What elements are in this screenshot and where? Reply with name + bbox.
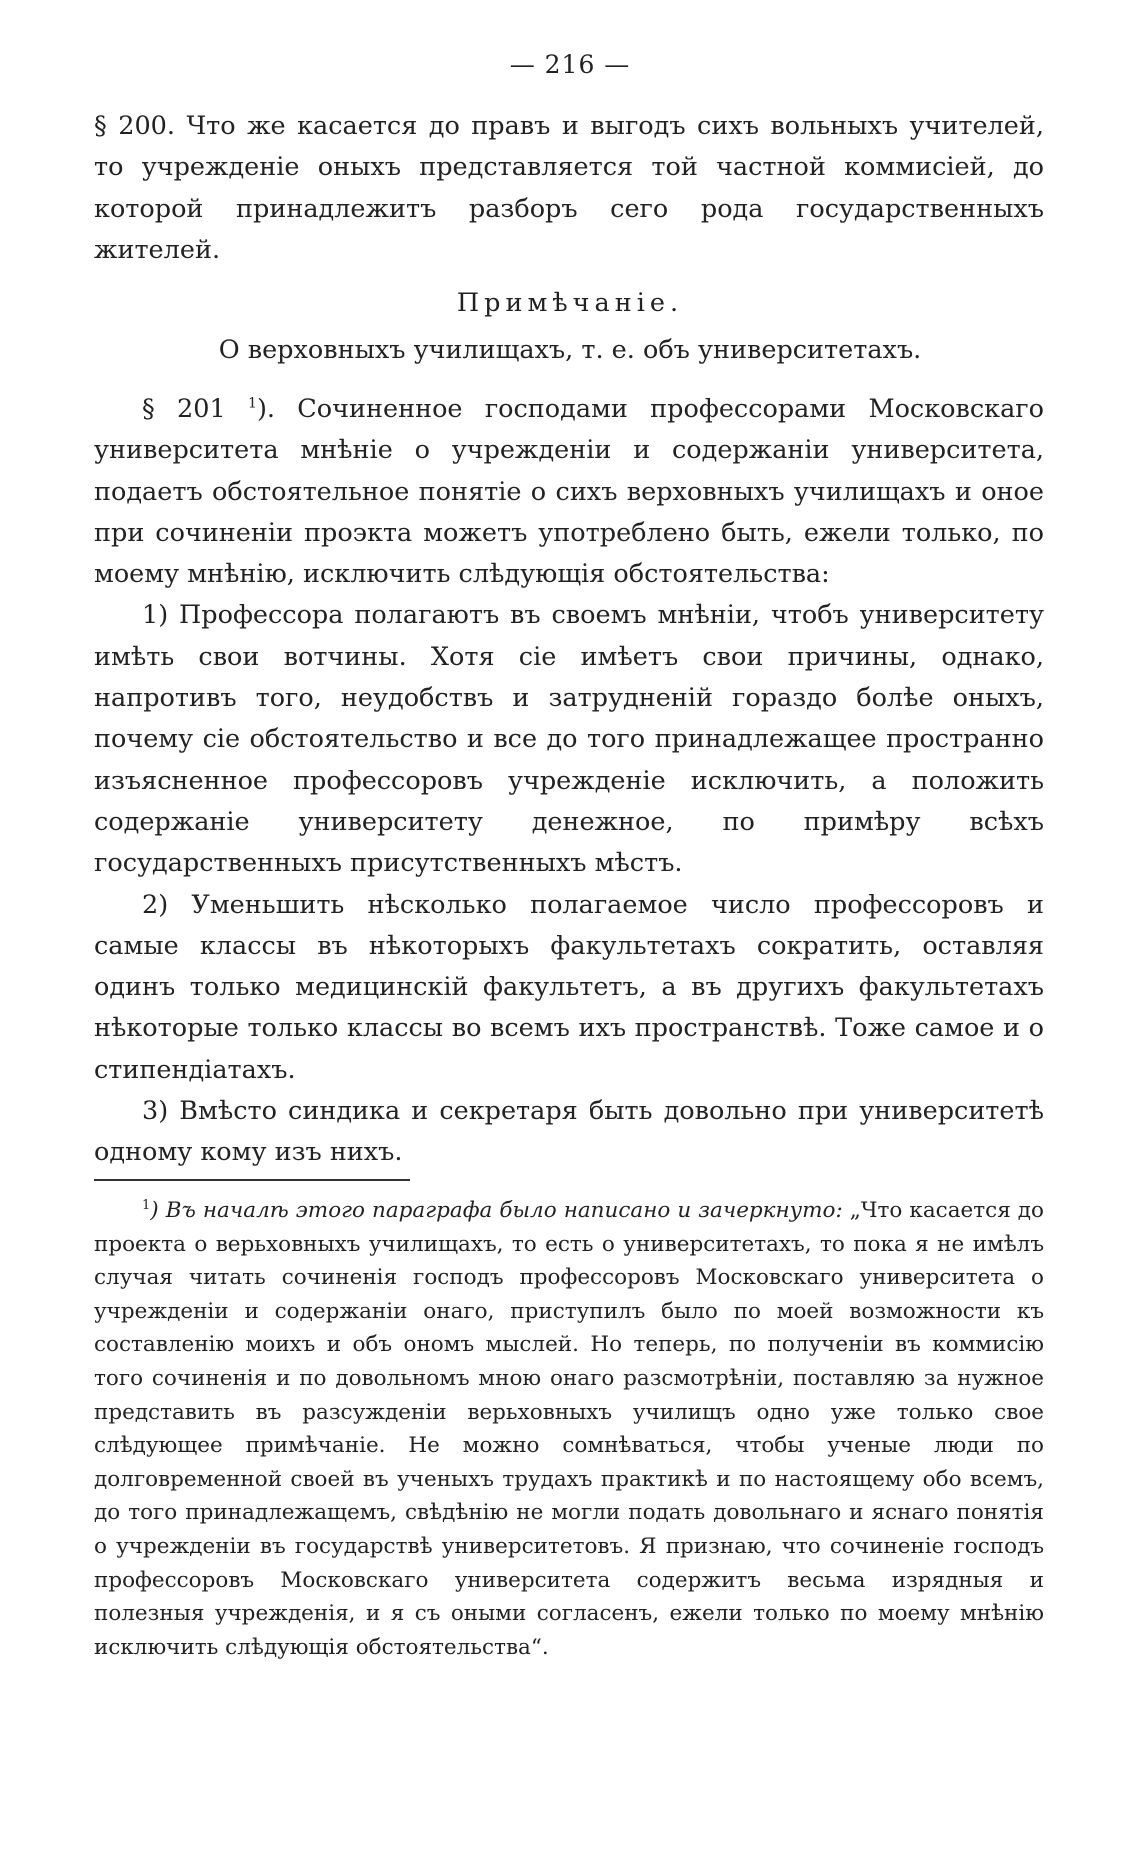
footnote-italic-intro: ) Въ началѣ этого параграфа было написано и зачеркнуто: (150, 1198, 843, 1223)
list-item: 2) Уменьшить нѣсколько полагаемое число профессоровъ и самые классы въ нѣкоторыхъ факультетахъ сократить, оставляя одинъ только медицинскій факультетъ, а въ другихъ факультетахъ нѣкоторые только классы во всемъ ихъ пространствѣ. Тоже самое и о стипендіатахъ. (94, 889, 1044, 1085)
list-item: 1) Профессора полагаютъ въ своемъ мнѣніи, чтобъ университету имѣть свои вотчины. Хотя сіе имѣетъ свои причины, однако, напротивъ того, неудобствъ и затрудненій гораздо болѣе оныхъ, почему сіе обстоятельство и все до того принадлежащее пространно изъясненное профессоровъ учрежденіе исключить, а положить содержаніе университету денежное, по примѣру всѣхъ государственныхъ присутственныхъ мѣстъ. (94, 600, 1044, 879)
footnote-text: „Что касается до проекта о верьховныхъ училищахъ, то есть о университетахъ, то пока я не имѣлъ случая читать сочиненія господъ профессоровъ Московскаго университета о учрежденіи и содержаніи онаго, приступилъ было по моей возможности къ составленію моихъ и объ ономъ мыслей. Но теперь, по полученіи въ коммисію того сочиненія и по довольномъ мною онаго разсмотрѣніи, поставляю за нужное представить въ разсужденіи верьховныхъ училищъ одно уже только свое слѣдующее примѣчаніе. Не можно сомнѣваться, чтобы ученые люди по долговременной своей въ ученыхъ трудахъ практикѣ и по настоящему обо всемъ, до того принадлежащемъ, свѣдѣнію не могли подать довольнаго и яснаго понятія о учрежденіи въ государствѣ университетовъ. Я признаю, что сочиненіе господъ профессоровъ Московскаго университета содержитъ весьма изрядныя и полезныя учрежденія, и я съ оными согласенъ, ежели только по моему мнѣнію исключить слѣдующія обстоятельства“. (94, 1198, 1044, 1660)
section-200-text: § 200. Что же касается до правъ и выгодъ сихъ вольныхъ учителей, то учрежденіе оныхъ представляется той частной коммисіей, до которой принадлежитъ разборъ сего рода государственныхъ жителей. (94, 111, 1044, 265)
list-item: 3) Вмѣсто синдика и секретаря быть довольно при университетѣ одному кому изъ нихъ. (94, 1096, 1044, 1168)
section-201 (94, 389, 1044, 1174)
footnote (94, 1194, 1044, 1664)
page-number: — 216 — (509, 50, 631, 79)
section-200 (94, 106, 1044, 271)
note-heading: Примѣчаніе. (456, 288, 684, 318)
note-subheading: О верховныхъ училищахъ, т. е. объ университетахъ. (218, 335, 922, 365)
section-201-intro-text: ). Сочиненное господами профессорами Московскаго университета мнѣніе о учрежденіи и содержаніи университета, подаетъ обстоятельное понятіе о сихъ верховныхъ училищахъ и оное при сочиненіи проэкта можетъ употреблено быть, ежели только, по моему мнѣнію, исключить слѣдующія обстоятельства: (94, 394, 1044, 590)
footnote-divider (94, 1179, 410, 1181)
section-201-label: § 201 (142, 394, 226, 424)
section-201-intro (94, 389, 1044, 595)
footnote-marker: 1 (142, 1197, 151, 1213)
footnote-ref: 1 (248, 395, 257, 412)
